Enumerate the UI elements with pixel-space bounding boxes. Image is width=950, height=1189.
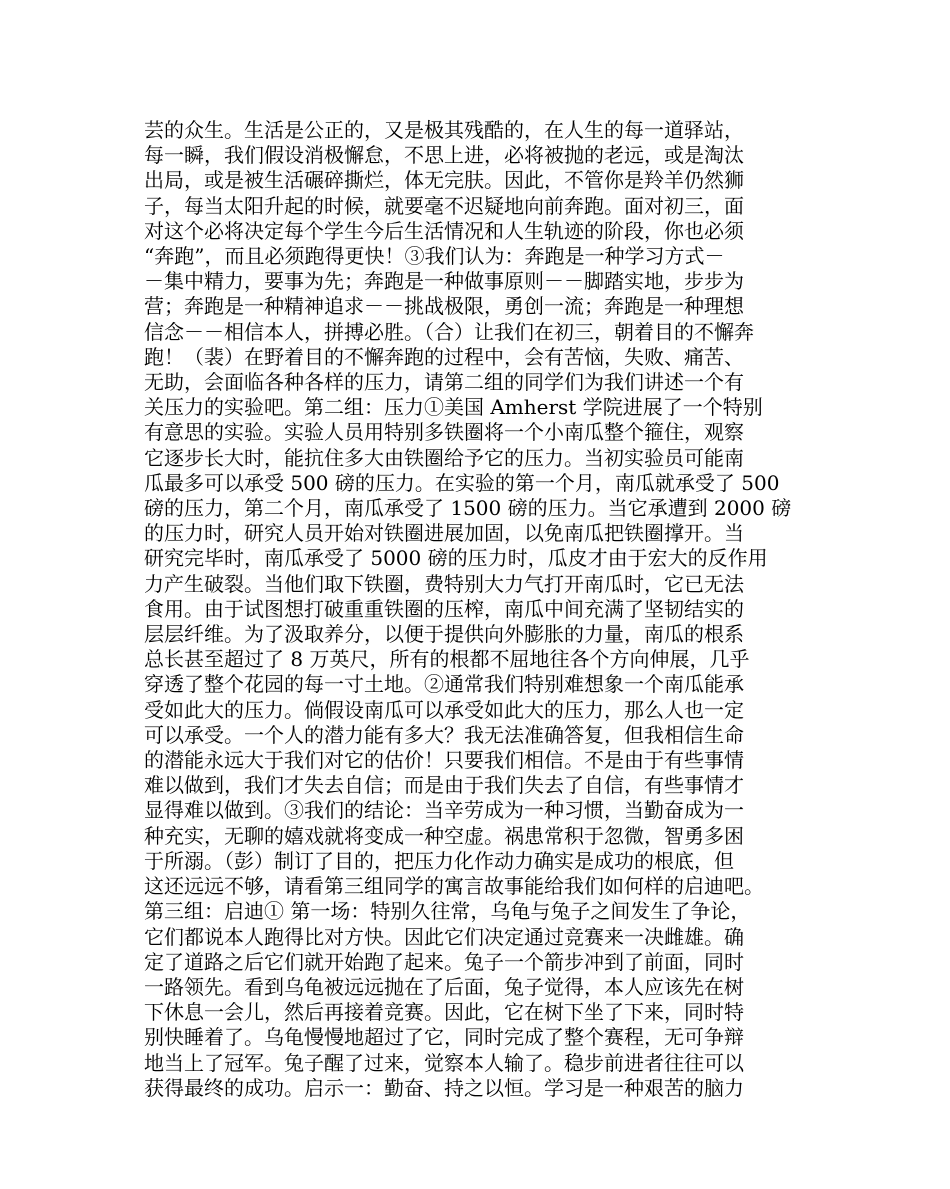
text-line: 这还远远不够，请看第三组同学的寓言故事能给我们如何样的启迪吧。 (144, 874, 764, 899)
text-line: 第三组：启迪① 第一场：特别久往常，乌龟与兔子之间发生了争论， (144, 899, 751, 924)
text-line: 可以承受。一个人的潜力能有多大？我无法准确答复，但我相信生命 (144, 722, 744, 747)
text-line: 它们都说本人跑得比对方快。因此它们决定通过竞赛来一决雌雄。确 (144, 924, 744, 949)
text-line: 穿透了整个花园的每一寸土地。②通常我们特别难想象一个南瓜能承 (144, 672, 744, 697)
text-line: 一路领先。看到乌龟被远远抛在了后面，兔子觉得，本人应该先在树 (144, 974, 744, 999)
text-line: 定了道路之后它们就开始跑了起来。兔子一个箭步冲到了前面，同时 (144, 949, 744, 974)
text-line: 每一瞬，我们假设消极懈怠，不思上进，必将被抛的老远，或是淘汰 (144, 143, 744, 168)
text-line: 磅的压力，第二个月，南瓜承受了 1500 磅的压力。当它承遭到 2000 磅 (144, 496, 792, 521)
text-line: 研究完毕时，南瓜承受了 5000 磅的压力时，瓜皮才由于宏大的反作用 (144, 546, 768, 571)
text-line: 子，每当太阳升起的时候，就要毫不迟疑地向前奔跑。面对初三，面 (144, 193, 744, 218)
text-line: 出局，或是被生活碾碎撕烂，体无完肤。因此，不管你是羚羊仍然狮 (144, 168, 744, 193)
text-line: 总长甚至超过了 8 万英尺，所有的根都不屈地往各个方向伸展，几乎 (144, 647, 750, 672)
text-line: 的潜能永远大于我们对它的估价！只要我们相信。不是由于有些事情 (144, 748, 744, 773)
text-line: 地当上了冠军。兔子醒了过来，觉察本人输了。稳步前进者往往可以 (144, 1050, 744, 1075)
text-line: 芸的众生。生活是公正的，又是极其残酷的，在人生的每一道驿站， (144, 118, 744, 142)
text-line: 无助，会面临各种各样的压力，请第二组的同学们为我们讲述一个有 (144, 370, 744, 395)
text-line: “奔跑”，而且必须跑得更快！③我们认为：奔跑是一种学习方式－ (144, 244, 725, 269)
text-line: 层层纤维。为了汲取养分，以便于提供向外膨胀的力量，南瓜的根系 (144, 622, 744, 647)
text-line: 种充实，无聊的嬉戏就将变成一种空虚。祸患常积于忽微，智勇多困 (144, 823, 744, 848)
text-line: 的压力时，研究人员开始对铁圈进展加固，以免南瓜把铁圈撑开。当 (144, 521, 744, 546)
text-line: 它逐步长大时，能抗住多大由铁圈给予它的压力。当初实验员可能南 (144, 445, 744, 470)
text-line: 力产生破裂。当他们取下铁圈，费特别大力气打开南瓜时，它已无法 (144, 571, 744, 596)
text-line: 下休息一会儿，然后再接着竞赛。因此，它在树下坐了下来，同时特 (144, 1000, 744, 1025)
text-line: 跑！（裴）在野着目的不懈奔跑的过程中，会有苦恼，失败、痛苦、 (144, 344, 744, 369)
text-line: 对这个必将决定每个学生今后生活情况和人生轨迹的阶段，你也必须 (144, 218, 744, 243)
text-line: 食用。由于试图想打破重重铁圈的压榨，南瓜中间充满了坚韧结实的 (144, 596, 744, 621)
text-line: 难以做到，我们才失去自信；而是由于我们失去了自信，有些事情才 (144, 773, 744, 798)
text-line: 有意思的实验。实验人员用特别多铁圈将一个小南瓜整个箍住，观察 (144, 420, 744, 445)
text-line: 瓜最多可以承受 500 磅的压力。在实验的第一个月，南瓜就承受了 500 (144, 470, 780, 495)
text-line: 于所溺。（彭）制订了目的，把压力化作动力确实是成功的根底，但 (144, 848, 734, 873)
body-text (144, 118, 824, 1101)
text-line: －集中精力，要事为先；奔跑是一种做事原则－－脚踏实地，步步为 (144, 269, 744, 294)
text-line: 信念－－相信本人，拼搏必胜。（合）让我们在初三，朝着目的不懈奔 (144, 319, 754, 344)
text-line: 获得最终的成功。启示一：勤奋、持之以恒。学习是一种艰苦的脑力 (144, 1075, 744, 1100)
text-line: 关压力的实验吧。第二组：压力①美国 Amherst 学院进展了一个特别 (144, 395, 763, 420)
text-line: 受如此大的压力。倘假设南瓜可以承受如此大的压力，那么人也一定 (144, 697, 744, 722)
text-line: 别快睡着了。乌龟慢慢地超过了它，同时完成了整个赛程，无可争辩 (144, 1025, 744, 1050)
text-line: 营；奔跑是一种精神追求－－挑战极限，勇创一流；奔跑是一种理想 (144, 294, 744, 319)
text-line: 显得难以做到。③我们的结论：当辛劳成为一种习惯，当勤奋成为一 (144, 798, 744, 823)
